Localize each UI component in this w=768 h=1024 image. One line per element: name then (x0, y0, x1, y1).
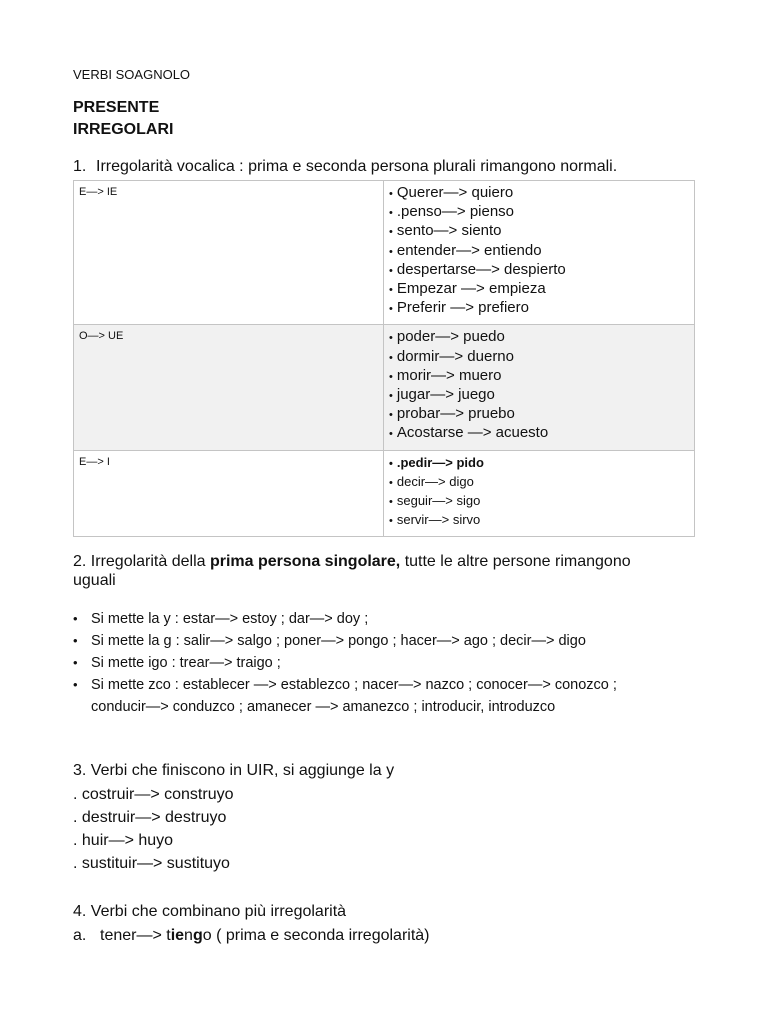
verb-list (389, 454, 694, 530)
item-marker: a. (73, 927, 87, 944)
list-item: • .penso—> pienso (389, 203, 694, 222)
row-key-o-ue: O—> UE (74, 325, 384, 450)
section-1-text: Irregolarità vocalica : prima e seconda persona plurali rimangono normali. (96, 158, 618, 175)
section-2-list (73, 608, 673, 718)
list-item: • Empezar —> empieza (389, 280, 694, 299)
item-prefix: tener—> t (100, 927, 171, 944)
list-item: • entender—> entiendo (389, 242, 694, 261)
list-item: • probar—> pruebo (389, 405, 694, 424)
list-item: . huir—> huyo (73, 832, 174, 849)
table-row (74, 181, 695, 325)
list-item: • decir—> digo (389, 473, 694, 492)
section-4-title: 4. Verbi che combinano più irregolarità (73, 903, 347, 920)
list-item: • Si mette zco : establecer —> establezco ; nacer—> nazco ; conocer—> conozco ; conducir—> conduzco ; amanecer —> amanezco ; introducir, introduzco (73, 674, 673, 718)
row-values-o-ue (384, 325, 695, 450)
list-item: • sento—> siento (389, 222, 694, 241)
list-item: • jugar—> juego (389, 386, 694, 405)
heading-irregolari: IRREGOLARI (73, 121, 174, 138)
item-bold-ie: ie (170, 927, 185, 944)
list-item: • dormir—> duerno (389, 348, 694, 367)
section-2-prefix: 2. Irregolarità della (73, 553, 210, 570)
list-item: • Querer—> quiero (389, 184, 694, 203)
list-item: . sustituir—> sustituyo (73, 855, 230, 872)
section-2-title (73, 552, 673, 590)
item-mid: n (184, 927, 193, 944)
item-bold-g: g (192, 927, 203, 944)
verb-list (389, 328, 694, 443)
list-item: • despertarse—> despierto (389, 261, 694, 280)
section-4-item-a (73, 927, 430, 945)
list-item: • servir—> sirvo (389, 511, 694, 530)
row-values-e-i (384, 450, 695, 536)
list-item: • morir—> muero (389, 367, 694, 386)
list-item: • Preferir —> prefiero (389, 299, 694, 318)
list-item: • Acostarse —> acuesto (389, 424, 694, 443)
section-2-suffix: tutte le altre persone rimangono uguali (73, 553, 631, 589)
section-1-title (73, 158, 617, 176)
row-key-e-i: E—> I (74, 450, 384, 536)
verb-list (389, 184, 694, 318)
list-item: • Si mette igo : trear—> traigo ; (73, 652, 673, 674)
list-item: • Si mette la g : salir—> salgo ; poner—> pongo ; hacer—> ago ; decir—> digo (73, 630, 673, 652)
list-item: . destruir—> destruyo (73, 809, 227, 826)
section-2-bold: prima persona singolare, (209, 553, 401, 570)
document-title: VERBI SOAGNOLO (73, 67, 191, 82)
table-row (74, 325, 695, 450)
list-item: • Si mette la y : estar—> estoy ; dar—> doy ; (73, 608, 673, 630)
table-row (74, 450, 695, 536)
list-item: • .pedir—> pido (389, 454, 694, 473)
heading-presente: PRESENTE (73, 99, 160, 116)
list-item: . costruir—> construyo (73, 786, 234, 803)
row-values-e-ie (384, 181, 695, 325)
item-suffix: o ( prima e seconda irregolarità) (202, 927, 430, 944)
section-1-number: 1. (73, 158, 87, 175)
list-item: • seguir—> sigo (389, 492, 694, 511)
row-key-e-ie: E—> IE (74, 181, 384, 325)
vowel-irregularity-table (73, 180, 695, 537)
section-3-title: 3. Verbi che finiscono in UIR, si aggiunge la y (73, 762, 395, 779)
list-item: • poder—> puedo (389, 328, 694, 347)
